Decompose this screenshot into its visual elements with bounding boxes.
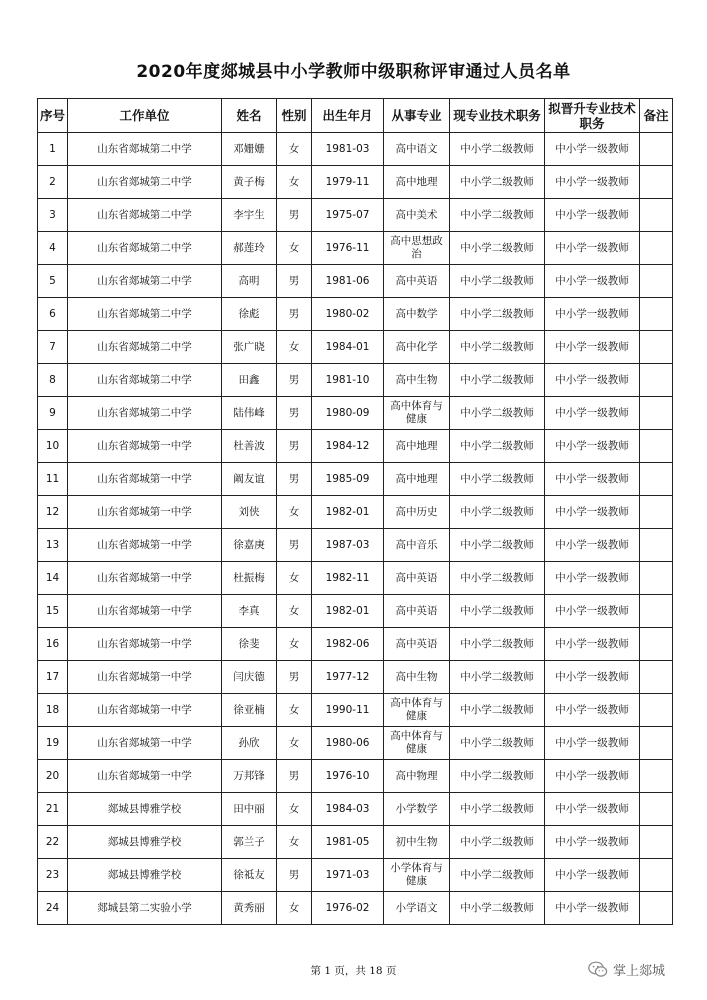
table-row xyxy=(38,694,673,727)
cell-current-title: 中小学二级教师 xyxy=(450,760,545,793)
cell-name: 杜振梅 xyxy=(222,562,277,595)
cell-target-title: 中小学一级教师 xyxy=(545,430,640,463)
cell-subject: 高中音乐 xyxy=(384,529,450,562)
cell-gender: 女 xyxy=(277,694,312,727)
cell-birth: 1984-12 xyxy=(312,430,384,463)
cell-remark xyxy=(640,133,673,166)
page-title: 2020年度郯城县中小学教师中级职称评审通过人员名单 xyxy=(136,62,571,82)
cell-subject: 高中英语 xyxy=(384,265,450,298)
personnel-table xyxy=(37,98,673,925)
cell-subject: 高中地理 xyxy=(384,463,450,496)
cell-gender: 男 xyxy=(277,760,312,793)
cell-gender: 男 xyxy=(277,199,312,232)
cell-index: 24 xyxy=(38,892,68,925)
cell-index: 7 xyxy=(38,331,68,364)
cell-workplace: 山东省郯城第二中学 xyxy=(68,364,222,397)
cell-index: 20 xyxy=(38,760,68,793)
cell-subject: 小学数学 xyxy=(384,793,450,826)
cell-index: 13 xyxy=(38,529,68,562)
cell-current-title: 中小学二级教师 xyxy=(450,364,545,397)
cell-remark xyxy=(640,331,673,364)
cell-birth: 1981-03 xyxy=(312,133,384,166)
table-row xyxy=(38,892,673,925)
cell-index: 15 xyxy=(38,595,68,628)
cell-subject: 高中化学 xyxy=(384,331,450,364)
cell-remark xyxy=(640,793,673,826)
cell-remark xyxy=(640,397,673,430)
cell-subject: 高中思想政治 xyxy=(384,232,450,265)
cell-current-title: 中小学二级教师 xyxy=(450,628,545,661)
cell-target-title: 中小学一级教师 xyxy=(545,199,640,232)
cell-subject: 高中英语 xyxy=(384,628,450,661)
table-row xyxy=(38,793,673,826)
cell-birth: 1980-02 xyxy=(312,298,384,331)
cell-target-title: 中小学一级教师 xyxy=(545,793,640,826)
cell-name: 刘侠 xyxy=(222,496,277,529)
cell-current-title: 中小学二级教师 xyxy=(450,430,545,463)
cell-subject: 高中地理 xyxy=(384,166,450,199)
cell-name: 田鑫 xyxy=(222,364,277,397)
cell-gender: 男 xyxy=(277,859,312,892)
cell-gender: 男 xyxy=(277,463,312,496)
cell-remark xyxy=(640,430,673,463)
cell-target-title: 中小学一级教师 xyxy=(545,133,640,166)
table-row xyxy=(38,199,673,232)
cell-gender: 女 xyxy=(277,793,312,826)
cell-index: 14 xyxy=(38,562,68,595)
cell-current-title: 中小学二级教师 xyxy=(450,661,545,694)
cell-gender: 女 xyxy=(277,562,312,595)
cell-index: 18 xyxy=(38,694,68,727)
header-target-title: 拟晋升专业技术职务 xyxy=(545,99,640,133)
cell-remark xyxy=(640,661,673,694)
table-row xyxy=(38,364,673,397)
cell-name: 陆伟峰 xyxy=(222,397,277,430)
cell-index: 12 xyxy=(38,496,68,529)
cell-subject: 小学体育与健康 xyxy=(384,859,450,892)
cell-index: 16 xyxy=(38,628,68,661)
header-birth: 出生年月 xyxy=(312,99,384,133)
cell-remark xyxy=(640,727,673,760)
table-row xyxy=(38,496,673,529)
cell-name: 邓姗姗 xyxy=(222,133,277,166)
cell-gender: 女 xyxy=(277,496,312,529)
cell-gender: 女 xyxy=(277,166,312,199)
cell-gender: 女 xyxy=(277,892,312,925)
table-row xyxy=(38,859,673,892)
cell-remark xyxy=(640,166,673,199)
cell-subject: 高中语文 xyxy=(384,133,450,166)
cell-current-title: 中小学二级教师 xyxy=(450,298,545,331)
cell-target-title: 中小学一级教师 xyxy=(545,760,640,793)
cell-name: 孙欣 xyxy=(222,727,277,760)
cell-current-title: 中小学二级教师 xyxy=(450,265,545,298)
cell-birth: 1971-03 xyxy=(312,859,384,892)
cell-remark xyxy=(640,232,673,265)
cell-subject: 高中物理 xyxy=(384,760,450,793)
cell-workplace: 山东省郯城第二中学 xyxy=(68,133,222,166)
cell-subject: 高中体育与健康 xyxy=(384,397,450,430)
cell-index: 8 xyxy=(38,364,68,397)
cell-subject: 高中数学 xyxy=(384,298,450,331)
cell-birth: 1985-09 xyxy=(312,463,384,496)
cell-remark xyxy=(640,496,673,529)
cell-subject: 高中英语 xyxy=(384,595,450,628)
cell-workplace: 山东省郯城第一中学 xyxy=(68,562,222,595)
cell-subject: 高中地理 xyxy=(384,430,450,463)
cell-subject: 高中生物 xyxy=(384,661,450,694)
table-row xyxy=(38,133,673,166)
table-row xyxy=(38,232,673,265)
cell-current-title: 中小学二级教师 xyxy=(450,892,545,925)
cell-gender: 男 xyxy=(277,430,312,463)
cell-index: 9 xyxy=(38,397,68,430)
table-row xyxy=(38,826,673,859)
cell-index: 17 xyxy=(38,661,68,694)
cell-birth: 1990-11 xyxy=(312,694,384,727)
cell-birth: 1981-10 xyxy=(312,364,384,397)
cell-birth: 1981-06 xyxy=(312,265,384,298)
cell-name: 徐亚楠 xyxy=(222,694,277,727)
cell-current-title: 中小学二级教师 xyxy=(450,727,545,760)
cell-target-title: 中小学一级教师 xyxy=(545,529,640,562)
table-row xyxy=(38,397,673,430)
cell-name: 万邦锋 xyxy=(222,760,277,793)
cell-target-title: 中小学一级教师 xyxy=(545,232,640,265)
cell-birth: 1984-03 xyxy=(312,793,384,826)
table-row xyxy=(38,727,673,760)
cell-birth: 1975-07 xyxy=(312,199,384,232)
table-header-row xyxy=(38,99,673,133)
cell-current-title: 中小学二级教师 xyxy=(450,331,545,364)
cell-name: 郝莲玲 xyxy=(222,232,277,265)
cell-index: 23 xyxy=(38,859,68,892)
cell-name: 徐斐 xyxy=(222,628,277,661)
cell-target-title: 中小学一级教师 xyxy=(545,298,640,331)
cell-current-title: 中小学二级教师 xyxy=(450,496,545,529)
cell-subject: 高中体育与健康 xyxy=(384,727,450,760)
wechat-icon xyxy=(588,961,608,978)
cell-target-title: 中小学一级教师 xyxy=(545,331,640,364)
cell-birth: 1981-05 xyxy=(312,826,384,859)
cell-gender: 女 xyxy=(277,331,312,364)
cell-index: 5 xyxy=(38,265,68,298)
cell-index: 11 xyxy=(38,463,68,496)
cell-subject: 小学语文 xyxy=(384,892,450,925)
cell-subject: 高中体育与健康 xyxy=(384,694,450,727)
cell-workplace: 山东省郯城第一中学 xyxy=(68,529,222,562)
cell-workplace: 郯城县第二实验小学 xyxy=(68,892,222,925)
cell-birth: 1980-09 xyxy=(312,397,384,430)
cell-birth: 1982-11 xyxy=(312,562,384,595)
cell-birth: 1977-12 xyxy=(312,661,384,694)
cell-workplace: 山东省郯城第一中学 xyxy=(68,628,222,661)
cell-name: 张广晓 xyxy=(222,331,277,364)
cell-remark xyxy=(640,859,673,892)
cell-index: 6 xyxy=(38,298,68,331)
cell-remark xyxy=(640,364,673,397)
cell-gender: 男 xyxy=(277,661,312,694)
cell-current-title: 中小学二级教师 xyxy=(450,529,545,562)
cell-remark xyxy=(640,760,673,793)
cell-current-title: 中小学二级教师 xyxy=(450,562,545,595)
cell-index: 22 xyxy=(38,826,68,859)
table-row xyxy=(38,661,673,694)
cell-workplace: 山东省郯城第二中学 xyxy=(68,166,222,199)
header-remark: 备注 xyxy=(640,99,673,133)
cell-index: 2 xyxy=(38,166,68,199)
cell-target-title: 中小学一级教师 xyxy=(545,265,640,298)
cell-subject: 高中英语 xyxy=(384,562,450,595)
cell-subject: 高中生物 xyxy=(384,364,450,397)
table-row xyxy=(38,628,673,661)
cell-name: 李宇生 xyxy=(222,199,277,232)
table-row xyxy=(38,166,673,199)
cell-birth: 1984-01 xyxy=(312,331,384,364)
cell-birth: 1976-02 xyxy=(312,892,384,925)
cell-name: 黄秀丽 xyxy=(222,892,277,925)
cell-name: 徐彪 xyxy=(222,298,277,331)
header-gender: 性别 xyxy=(277,99,312,133)
cell-current-title: 中小学二级教师 xyxy=(450,793,545,826)
cell-target-title: 中小学一级教师 xyxy=(545,892,640,925)
cell-target-title: 中小学一级教师 xyxy=(545,364,640,397)
table-row xyxy=(38,760,673,793)
cell-workplace: 山东省郯城第一中学 xyxy=(68,430,222,463)
cell-name: 黄子梅 xyxy=(222,166,277,199)
cell-remark xyxy=(640,826,673,859)
cell-remark xyxy=(640,892,673,925)
table-row xyxy=(38,529,673,562)
cell-workplace: 山东省郯城第二中学 xyxy=(68,397,222,430)
cell-name: 阚友谊 xyxy=(222,463,277,496)
cell-index: 19 xyxy=(38,727,68,760)
cell-gender: 女 xyxy=(277,826,312,859)
cell-birth: 1980-06 xyxy=(312,727,384,760)
cell-gender: 男 xyxy=(277,298,312,331)
cell-remark xyxy=(640,265,673,298)
cell-workplace: 郯城县博雅学校 xyxy=(68,793,222,826)
cell-birth: 1976-11 xyxy=(312,232,384,265)
cell-birth: 1987-03 xyxy=(312,529,384,562)
cell-target-title: 中小学一级教师 xyxy=(545,628,640,661)
cell-birth: 1976-10 xyxy=(312,760,384,793)
cell-target-title: 中小学一级教师 xyxy=(545,562,640,595)
cell-workplace: 山东省郯城第二中学 xyxy=(68,265,222,298)
cell-current-title: 中小学二级教师 xyxy=(450,463,545,496)
cell-birth: 1979-11 xyxy=(312,166,384,199)
cell-current-title: 中小学二级教师 xyxy=(450,199,545,232)
cell-index: 3 xyxy=(38,199,68,232)
cell-gender: 女 xyxy=(277,628,312,661)
cell-birth: 1982-06 xyxy=(312,628,384,661)
cell-workplace: 山东省郯城第一中学 xyxy=(68,727,222,760)
table-row xyxy=(38,463,673,496)
cell-name: 徐嘉庚 xyxy=(222,529,277,562)
cell-birth: 1982-01 xyxy=(312,595,384,628)
cell-gender: 女 xyxy=(277,232,312,265)
cell-workplace: 山东省郯城第二中学 xyxy=(68,331,222,364)
cell-current-title: 中小学二级教师 xyxy=(450,694,545,727)
cell-workplace: 山东省郯城第一中学 xyxy=(68,496,222,529)
cell-current-title: 中小学二级教师 xyxy=(450,232,545,265)
cell-name: 闫庆德 xyxy=(222,661,277,694)
cell-gender: 男 xyxy=(277,364,312,397)
cell-remark xyxy=(640,463,673,496)
cell-workplace: 山东省郯城第二中学 xyxy=(68,298,222,331)
cell-gender: 女 xyxy=(277,133,312,166)
header-index: 序号 xyxy=(38,99,68,133)
cell-workplace: 山东省郯城第二中学 xyxy=(68,232,222,265)
cell-current-title: 中小学二级教师 xyxy=(450,826,545,859)
cell-target-title: 中小学一级教师 xyxy=(545,694,640,727)
table-row xyxy=(38,562,673,595)
cell-workplace: 山东省郯城第一中学 xyxy=(68,463,222,496)
cell-gender: 男 xyxy=(277,529,312,562)
cell-remark xyxy=(640,199,673,232)
cell-current-title: 中小学二级教师 xyxy=(450,133,545,166)
cell-name: 高明 xyxy=(222,265,277,298)
cell-target-title: 中小学一级教师 xyxy=(545,397,640,430)
cell-gender: 女 xyxy=(277,595,312,628)
cell-subject: 高中历史 xyxy=(384,496,450,529)
page-footer: 第 1 页，共 18 页 xyxy=(310,965,397,977)
cell-name: 杜善波 xyxy=(222,430,277,463)
cell-target-title: 中小学一级教师 xyxy=(545,661,640,694)
cell-name: 李真 xyxy=(222,595,277,628)
table-row xyxy=(38,331,673,364)
cell-target-title: 中小学一级教师 xyxy=(545,727,640,760)
cell-remark xyxy=(640,628,673,661)
table-row xyxy=(38,430,673,463)
header-current-title: 现专业技术职务 xyxy=(450,99,545,133)
cell-remark xyxy=(640,298,673,331)
cell-birth: 1982-01 xyxy=(312,496,384,529)
cell-subject: 初中生物 xyxy=(384,826,450,859)
cell-workplace: 山东省郯城第一中学 xyxy=(68,694,222,727)
cell-index: 1 xyxy=(38,133,68,166)
cell-remark xyxy=(640,562,673,595)
table-row xyxy=(38,595,673,628)
cell-current-title: 中小学二级教师 xyxy=(450,859,545,892)
table-row xyxy=(38,265,673,298)
cell-gender: 男 xyxy=(277,265,312,298)
cell-remark xyxy=(640,694,673,727)
cell-workplace: 郯城县博雅学校 xyxy=(68,859,222,892)
cell-index: 4 xyxy=(38,232,68,265)
cell-gender: 男 xyxy=(277,397,312,430)
cell-target-title: 中小学一级教师 xyxy=(545,496,640,529)
cell-workplace: 山东省郯城第二中学 xyxy=(68,199,222,232)
cell-target-title: 中小学一级教师 xyxy=(545,595,640,628)
cell-workplace: 郯城县博雅学校 xyxy=(68,826,222,859)
watermark xyxy=(588,960,665,979)
cell-remark xyxy=(640,529,673,562)
cell-remark xyxy=(640,595,673,628)
cell-current-title: 中小学二级教师 xyxy=(450,595,545,628)
header-workplace: 工作单位 xyxy=(68,99,222,133)
cell-current-title: 中小学二级教师 xyxy=(450,166,545,199)
cell-name: 郭兰子 xyxy=(222,826,277,859)
cell-gender: 女 xyxy=(277,727,312,760)
cell-target-title: 中小学一级教师 xyxy=(545,166,640,199)
cell-name: 田中丽 xyxy=(222,793,277,826)
cell-workplace: 山东省郯城第一中学 xyxy=(68,595,222,628)
cell-workplace: 山东省郯城第一中学 xyxy=(68,760,222,793)
cell-target-title: 中小学一级教师 xyxy=(545,463,640,496)
cell-current-title: 中小学二级教师 xyxy=(450,397,545,430)
header-subject: 从事专业 xyxy=(384,99,450,133)
cell-subject: 高中美术 xyxy=(384,199,450,232)
cell-target-title: 中小学一级教师 xyxy=(545,859,640,892)
cell-workplace: 山东省郯城第一中学 xyxy=(68,661,222,694)
cell-name: 徐祗友 xyxy=(222,859,277,892)
cell-index: 21 xyxy=(38,793,68,826)
watermark-text: 掌上郯城 xyxy=(613,964,666,979)
cell-target-title: 中小学一级教师 xyxy=(545,826,640,859)
table-row xyxy=(38,298,673,331)
cell-index: 10 xyxy=(38,430,68,463)
header-name: 姓名 xyxy=(222,99,277,133)
